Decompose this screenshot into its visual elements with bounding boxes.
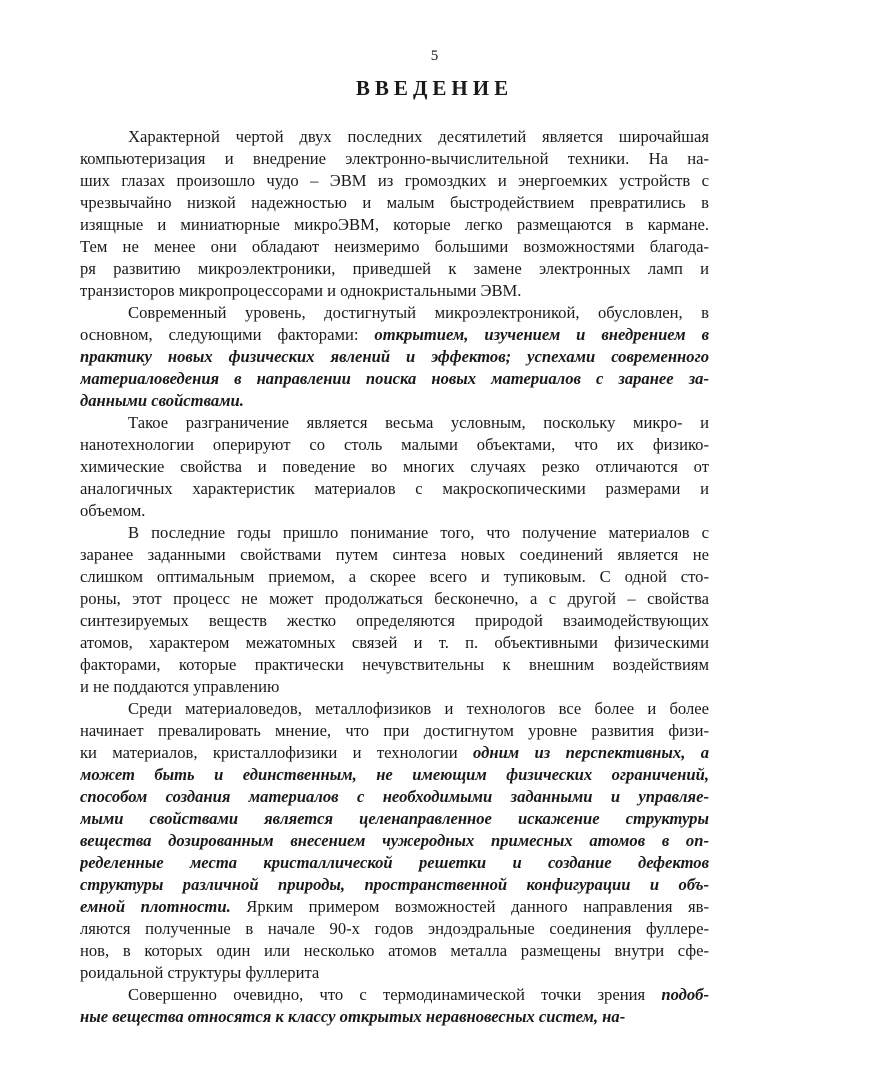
text-segment: роидальной структуры фуллерита <box>80 963 320 982</box>
paragraph <box>80 984 709 1028</box>
text-line <box>80 764 709 786</box>
text-line <box>80 258 709 280</box>
text-segment: ки материалов, кристаллофизики и технологии <box>80 743 474 762</box>
text-segment: нанотехнологии оперируют со столь малыми объектами, что их физико- <box>80 435 709 454</box>
text-line <box>80 280 709 302</box>
text-line <box>80 434 709 456</box>
emphasized-text: вещества дозированным внесением чужеродных примесных атомов в оп- <box>80 831 709 850</box>
text-line <box>80 566 709 588</box>
body-text <box>80 126 709 1028</box>
text-segment: ляются полученные в начале 90-х годов эндоэдральные соединения фуллере- <box>80 919 709 938</box>
text-line <box>80 962 709 984</box>
text-line <box>80 918 709 940</box>
text-segment: факторами, которые практически нечувствительны к внешним воздействиям <box>80 655 709 674</box>
text-segment: Характерной чертой двух последних десятилетий является широчайшая <box>128 127 709 146</box>
emphasized-text: одним из перспективных, а <box>473 743 709 762</box>
text-line <box>80 192 709 214</box>
text-line <box>80 588 709 610</box>
text-line <box>80 412 709 434</box>
emphasized-text: может быть и единственным, не имеющим физических ограничений, <box>80 765 709 784</box>
page-title: ВВЕДЕНИЕ <box>355 76 514 100</box>
text-line <box>80 214 709 236</box>
emphasized-text: мыми свойствами является целенаправленное искажение структуры <box>80 809 709 828</box>
text-segment: ших глазах произошло чудо – ЭВМ из громоздких и энергоемких устройств с <box>80 171 709 190</box>
text-segment: транзисторов микропроцессорами и однокристальными ЭВМ. <box>80 281 522 300</box>
text-line <box>80 940 709 962</box>
paragraph <box>80 698 709 984</box>
text-segment: атомов, характером межатомных связей и т. п. объективными физическими <box>80 633 709 652</box>
emphasized-text: способом создания материалов с необходимыми заданными и управляе- <box>80 787 709 806</box>
emphasized-text: ределенные места кристаллической решетки и создание дефектов <box>80 853 709 872</box>
emphasized-text: емной плотности. <box>80 897 231 916</box>
text-line <box>80 632 709 654</box>
text-segment: нов, в которых один или несколько атомов металла размещены внутри сфе- <box>80 941 709 960</box>
text-line <box>80 500 709 522</box>
text-line <box>80 126 709 148</box>
text-line <box>80 522 709 544</box>
text-segment: Среди материаловедов, металлофизиков и технологов все более и более <box>128 699 709 718</box>
text-segment: Совершенно очевидно, что с термодинамической точки зрения <box>128 985 662 1004</box>
text-line <box>80 148 709 170</box>
text-line <box>80 368 709 390</box>
text-segment: Тем не менее они обладают неизмеримо большими возможностями благода- <box>80 237 709 256</box>
text-line <box>80 830 709 852</box>
emphasized-text: структуры различной природы, пространственной конфигурации и объ- <box>80 875 709 894</box>
text-segment: объемом. <box>80 501 146 520</box>
text-line <box>80 302 709 324</box>
text-line <box>80 1006 709 1028</box>
text-line <box>80 698 709 720</box>
text-line <box>80 324 709 346</box>
text-segment: В последние годы пришло понимание того, что получение материалов с <box>128 523 709 542</box>
text-segment: слишком оптимальным приемом, а скорее всего и тупиковым. С одной сто- <box>80 567 709 586</box>
paragraph <box>80 126 709 302</box>
text-line <box>80 984 709 1006</box>
text-segment: начинает превалировать мнение, что при достигнутом уровне развития физи- <box>80 721 709 740</box>
text-segment: компьютеризация и внедрение электронно-вычислительной техники. На на- <box>80 149 709 168</box>
text-segment: синтезируемых веществ жестко определяются природой взаимодействующих <box>80 611 709 630</box>
text-line <box>80 874 709 896</box>
text-segment: изящные и миниатюрные микроЭВМ, которые легко размещаются в кармане. <box>80 215 709 234</box>
emphasized-text: открытием, изучением и внедрением в <box>374 325 709 344</box>
text-segment: роны, этот процесс не может продолжаться бесконечно, а с другой – свойства <box>80 589 709 608</box>
text-line <box>80 170 709 192</box>
text-line <box>80 346 709 368</box>
emphasized-text: данными свойствами. <box>80 391 244 410</box>
text-line <box>80 852 709 874</box>
text-line <box>80 390 709 412</box>
emphasized-text: подоб- <box>661 985 709 1004</box>
text-line <box>80 742 709 764</box>
page-number: 5 <box>430 48 439 64</box>
text-segment: чрезвычайно низкой надежностью и малым быстродействием превратились в <box>80 193 709 212</box>
text-segment: Такое разграничение является весьма условным, поскольку микро- и <box>128 413 709 432</box>
text-segment: заранее заданными свойствами путем синтеза новых соединений является не <box>80 545 709 564</box>
emphasized-text: материаловедения в направлении поиска новых материалов с заранее за- <box>80 369 709 388</box>
text-line <box>80 544 709 566</box>
text-segment: аналогичных характеристик материалов с макроскопическими размерами и <box>80 479 709 498</box>
paragraph <box>80 522 709 698</box>
paragraph <box>80 302 709 412</box>
text-line <box>80 654 709 676</box>
text-segment: и не поддаются управлению <box>80 677 280 696</box>
emphasized-text: ные вещества относятся к классу открытых неравновесных систем, на- <box>80 1007 626 1026</box>
text-segment: основном, следующими факторами: <box>80 325 375 344</box>
text-segment: Ярким примером возможностей данного направления яв- <box>230 897 709 916</box>
text-line <box>80 896 709 918</box>
text-line <box>80 720 709 742</box>
text-line <box>80 478 709 500</box>
text-line <box>80 610 709 632</box>
emphasized-text: практику новых физических явлений и эффектов; успехами современного <box>80 347 709 366</box>
text-segment: ря развитию микроэлектроники, приведшей к замене электронных ламп и <box>80 259 709 278</box>
text-line <box>80 808 709 830</box>
paragraph <box>80 412 709 522</box>
text-segment: Современный уровень, достигнутый микроэлектроникой, обусловлен, в <box>128 303 709 322</box>
text-line <box>80 236 709 258</box>
text-segment: химические свойства и поведение во многих случаях резко отличаются от <box>80 457 709 476</box>
text-line <box>80 676 709 698</box>
text-line <box>80 786 709 808</box>
text-line <box>80 456 709 478</box>
